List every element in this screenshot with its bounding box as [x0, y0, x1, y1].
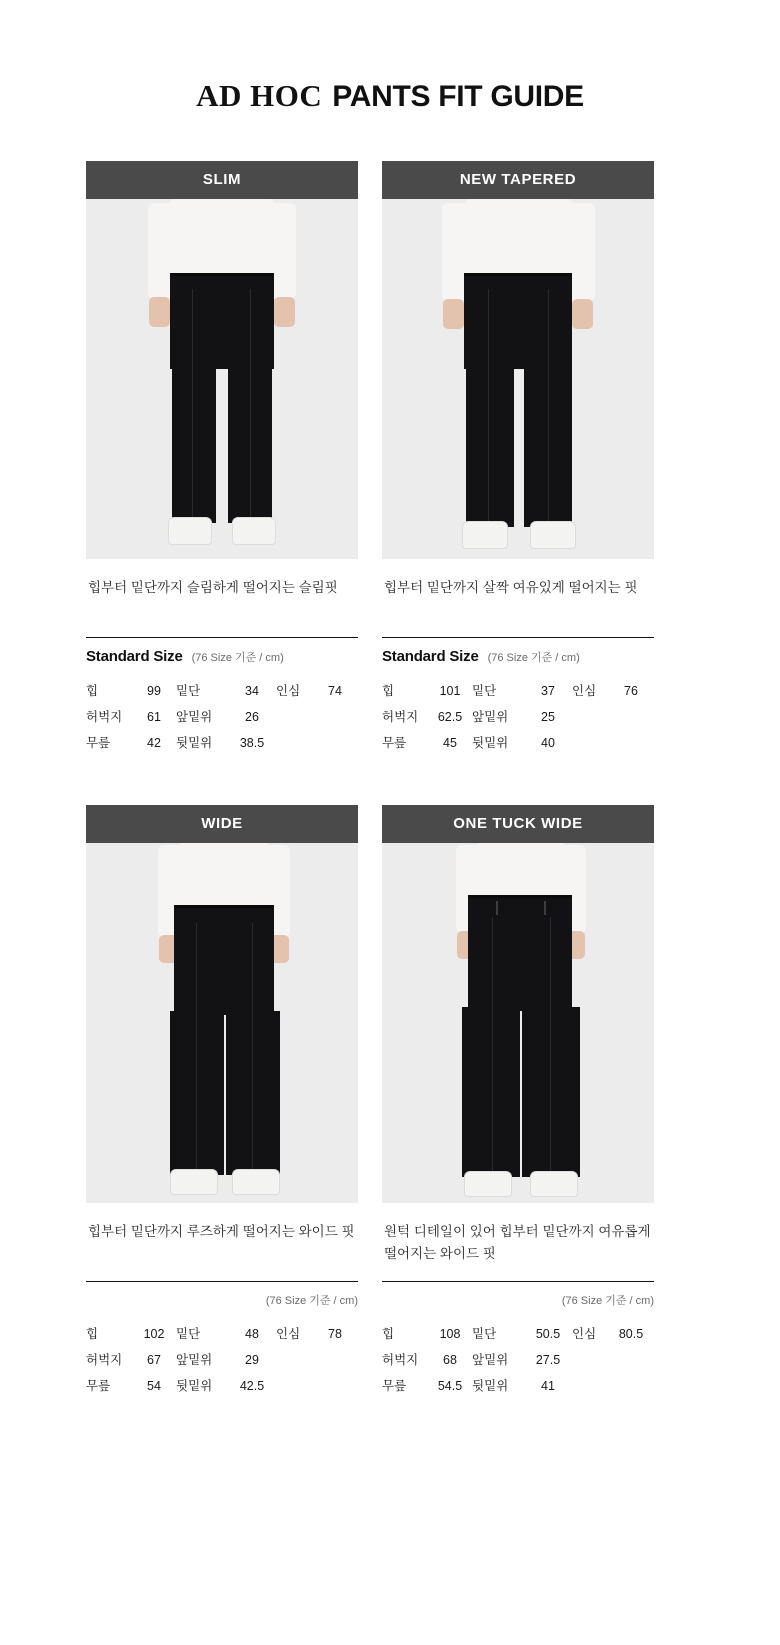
table-row [382, 677, 654, 703]
crease-right [252, 923, 253, 1169]
measure-value [312, 703, 358, 729]
measure-value: 62.5 [437, 710, 463, 724]
fit-card-title: WIDE [86, 805, 358, 843]
measure-value: 37 [541, 684, 555, 698]
measure-value: 54.5 [437, 1379, 463, 1393]
shirt [170, 199, 274, 277]
measure-label: 밑단 [176, 1327, 201, 1341]
size-header [86, 1282, 358, 1308]
measure-value: 42.5 [239, 1379, 265, 1393]
measure-value: 74 [328, 684, 342, 698]
measure-label: 힙 [382, 1327, 395, 1341]
measure-label: 허벅지 [382, 710, 419, 724]
crease-right [548, 289, 549, 525]
table-row [86, 1346, 358, 1372]
measure-value: 61 [147, 710, 161, 724]
measure-value: 29 [245, 1353, 259, 1367]
table-row [382, 703, 654, 729]
crease-right [250, 289, 251, 521]
measurement-table [86, 677, 358, 755]
measure-value: 34 [245, 684, 259, 698]
measure-value: 54 [147, 1379, 161, 1393]
measure-value [608, 1372, 654, 1398]
model-figure [382, 199, 654, 559]
measure-label [276, 729, 312, 755]
shoe-left [462, 521, 508, 549]
crease-left [196, 923, 197, 1169]
measure-label: 앞밑위 [176, 1353, 213, 1367]
table-row [86, 703, 358, 729]
size-note: (76 Size 기준 / cm) [265, 1295, 358, 1307]
pant-leg-left [462, 1007, 520, 1177]
tuck-pleat-left [496, 901, 498, 915]
shirt-sleeve-right [568, 203, 595, 301]
measure-value: 26 [245, 710, 259, 724]
waistband [174, 905, 274, 908]
measure-value [608, 1346, 654, 1372]
measure-value: 76 [624, 684, 638, 698]
measurement-table [86, 1320, 358, 1398]
measure-label: 앞밑위 [472, 1353, 509, 1367]
pant-leg-left [170, 1011, 224, 1175]
fit-card-title: ONE TUCK WIDE [382, 805, 654, 843]
hand-right [572, 299, 593, 329]
fit-photo-wide [86, 843, 358, 1203]
measure-label [572, 1346, 608, 1372]
measure-label: 뒷밑위 [472, 1379, 509, 1393]
measure-value: 50.5 [535, 1327, 561, 1341]
measure-label [276, 1372, 312, 1398]
measure-label: 앞밑위 [472, 710, 509, 724]
measure-label: 앞밑위 [176, 710, 213, 724]
measurement-table [382, 677, 654, 755]
measure-value: 38.5 [239, 736, 265, 750]
size-header [86, 638, 358, 665]
measure-label: 힙 [382, 684, 395, 698]
measure-value: 40 [541, 736, 555, 750]
measure-label [572, 1372, 608, 1398]
measure-label: 힙 [86, 1327, 99, 1341]
crease-left [492, 917, 493, 1171]
table-row [382, 1320, 654, 1346]
measure-value: 101 [439, 684, 461, 698]
page-header [0, 0, 780, 114]
size-note: (76 Size 기준 / cm) [487, 652, 580, 664]
fit-card-title: NEW TAPERED [382, 161, 654, 199]
fit-photo-one-tuck-wide [382, 843, 654, 1203]
measure-value: 41 [541, 1379, 555, 1393]
model-figure [86, 199, 358, 559]
measure-value: 108 [439, 1327, 461, 1341]
measure-value: 27.5 [535, 1353, 561, 1367]
fit-photo-slim [86, 199, 358, 559]
measure-label: 뒷밑위 [176, 1379, 213, 1393]
hand-left [443, 299, 464, 329]
brand-name: AD HOC [196, 78, 323, 113]
measure-value [312, 729, 358, 755]
pants-hip [174, 905, 274, 1015]
model-figure [382, 843, 654, 1203]
measure-label [276, 703, 312, 729]
measure-label: 밑단 [176, 684, 201, 698]
crease-left [488, 289, 489, 525]
pant-leg-right [226, 1011, 280, 1175]
measure-label [572, 703, 608, 729]
measure-value: 78 [328, 1327, 342, 1341]
shoe-left [168, 517, 212, 545]
table-row [382, 729, 654, 755]
measure-label: 인심 [276, 1327, 301, 1341]
measure-value [312, 1346, 358, 1372]
measure-value: 68 [443, 1353, 457, 1367]
fit-card-one-tuck-wide [382, 805, 654, 1398]
measure-value: 99 [147, 684, 161, 698]
measure-label: 밑단 [472, 684, 497, 698]
measure-label: 무릎 [86, 736, 111, 750]
measure-label: 허벅지 [86, 710, 123, 724]
pants-hip [170, 273, 274, 369]
fit-description: 원턱 디테일이 있어 힙부터 밑단까지 여유롭게 떨어지는 와이드 핏 [384, 1224, 651, 1261]
shirt [476, 843, 566, 899]
measure-label: 밑단 [472, 1327, 497, 1341]
table-row [382, 1346, 654, 1372]
fit-description: 힙부터 밑단까지 살짝 여유있게 떨어지는 핏 [384, 580, 638, 595]
measure-value: 48 [245, 1327, 259, 1341]
measure-label: 무릎 [382, 736, 407, 750]
table-row [86, 677, 358, 703]
hand-right [274, 297, 295, 327]
measure-label [572, 729, 608, 755]
crease-left [192, 289, 193, 521]
table-row [382, 1372, 654, 1398]
table-row [86, 1372, 358, 1398]
fit-cards-grid [0, 161, 780, 1398]
measure-label: 허벅지 [86, 1353, 123, 1367]
measure-value [608, 703, 654, 729]
measure-label: 뒷밑위 [176, 736, 213, 750]
size-note: (76 Size 기준 / cm) [191, 652, 284, 664]
measure-label: 인심 [276, 684, 301, 698]
measure-value: 80.5 [618, 1327, 644, 1341]
size-note: (76 Size 기준 / cm) [561, 1295, 654, 1307]
hand-left [149, 297, 170, 327]
measure-value [312, 1372, 358, 1398]
pants-hip [468, 895, 572, 1011]
table-row [86, 729, 358, 755]
measure-value [608, 729, 654, 755]
shoe-right [232, 517, 276, 545]
fit-card-slim [86, 161, 358, 755]
measure-label: 허벅지 [382, 1353, 419, 1367]
size-title: Standard Size [86, 648, 183, 665]
pants-hip [464, 273, 572, 369]
measurement-table [382, 1320, 654, 1398]
pant-leg-right [522, 1007, 580, 1177]
fit-card-wide [86, 805, 358, 1398]
shoe-left [464, 1171, 512, 1197]
size-title: Standard Size [382, 648, 479, 665]
size-header [382, 1282, 654, 1308]
measure-value: 25 [541, 710, 555, 724]
measure-value: 67 [147, 1353, 161, 1367]
shoe-left [170, 1169, 218, 1195]
waistband [468, 895, 572, 898]
waistband [464, 273, 572, 276]
shoe-right [232, 1169, 280, 1195]
measure-value: 45 [443, 736, 457, 750]
bottom-spacer [0, 1398, 780, 1458]
guide-title: PANTS FIT GUIDE [332, 80, 584, 113]
tuck-pleat-right [544, 901, 546, 915]
measure-label: 인심 [572, 684, 597, 698]
shirt [178, 843, 270, 909]
fit-photo-new-tapered [382, 199, 654, 559]
measure-value: 42 [147, 736, 161, 750]
shoe-right [530, 521, 576, 549]
pant-leg-left [466, 367, 514, 527]
size-header [382, 638, 654, 665]
measure-label: 힙 [86, 684, 99, 698]
pant-leg-left [172, 367, 216, 523]
measure-label: 뒷밑위 [472, 736, 509, 750]
crease-right [550, 917, 551, 1171]
fit-description: 힙부터 밑단까지 루즈하게 떨어지는 와이드 핏 [88, 1224, 355, 1239]
measure-label: 인심 [572, 1327, 597, 1341]
page-title [196, 78, 584, 114]
shirt [466, 199, 572, 277]
model-figure [86, 843, 358, 1203]
waistband [170, 273, 274, 276]
fit-card-new-tapered [382, 161, 654, 755]
shoe-right [530, 1171, 578, 1197]
measure-value: 102 [143, 1327, 165, 1341]
measure-label: 무릎 [86, 1379, 111, 1393]
fit-description: 힙부터 밑단까지 슬림하게 떨어지는 슬림핏 [88, 580, 338, 595]
measure-label [276, 1346, 312, 1372]
fit-card-title: SLIM [86, 161, 358, 199]
table-row [86, 1320, 358, 1346]
measure-label: 무릎 [382, 1379, 407, 1393]
